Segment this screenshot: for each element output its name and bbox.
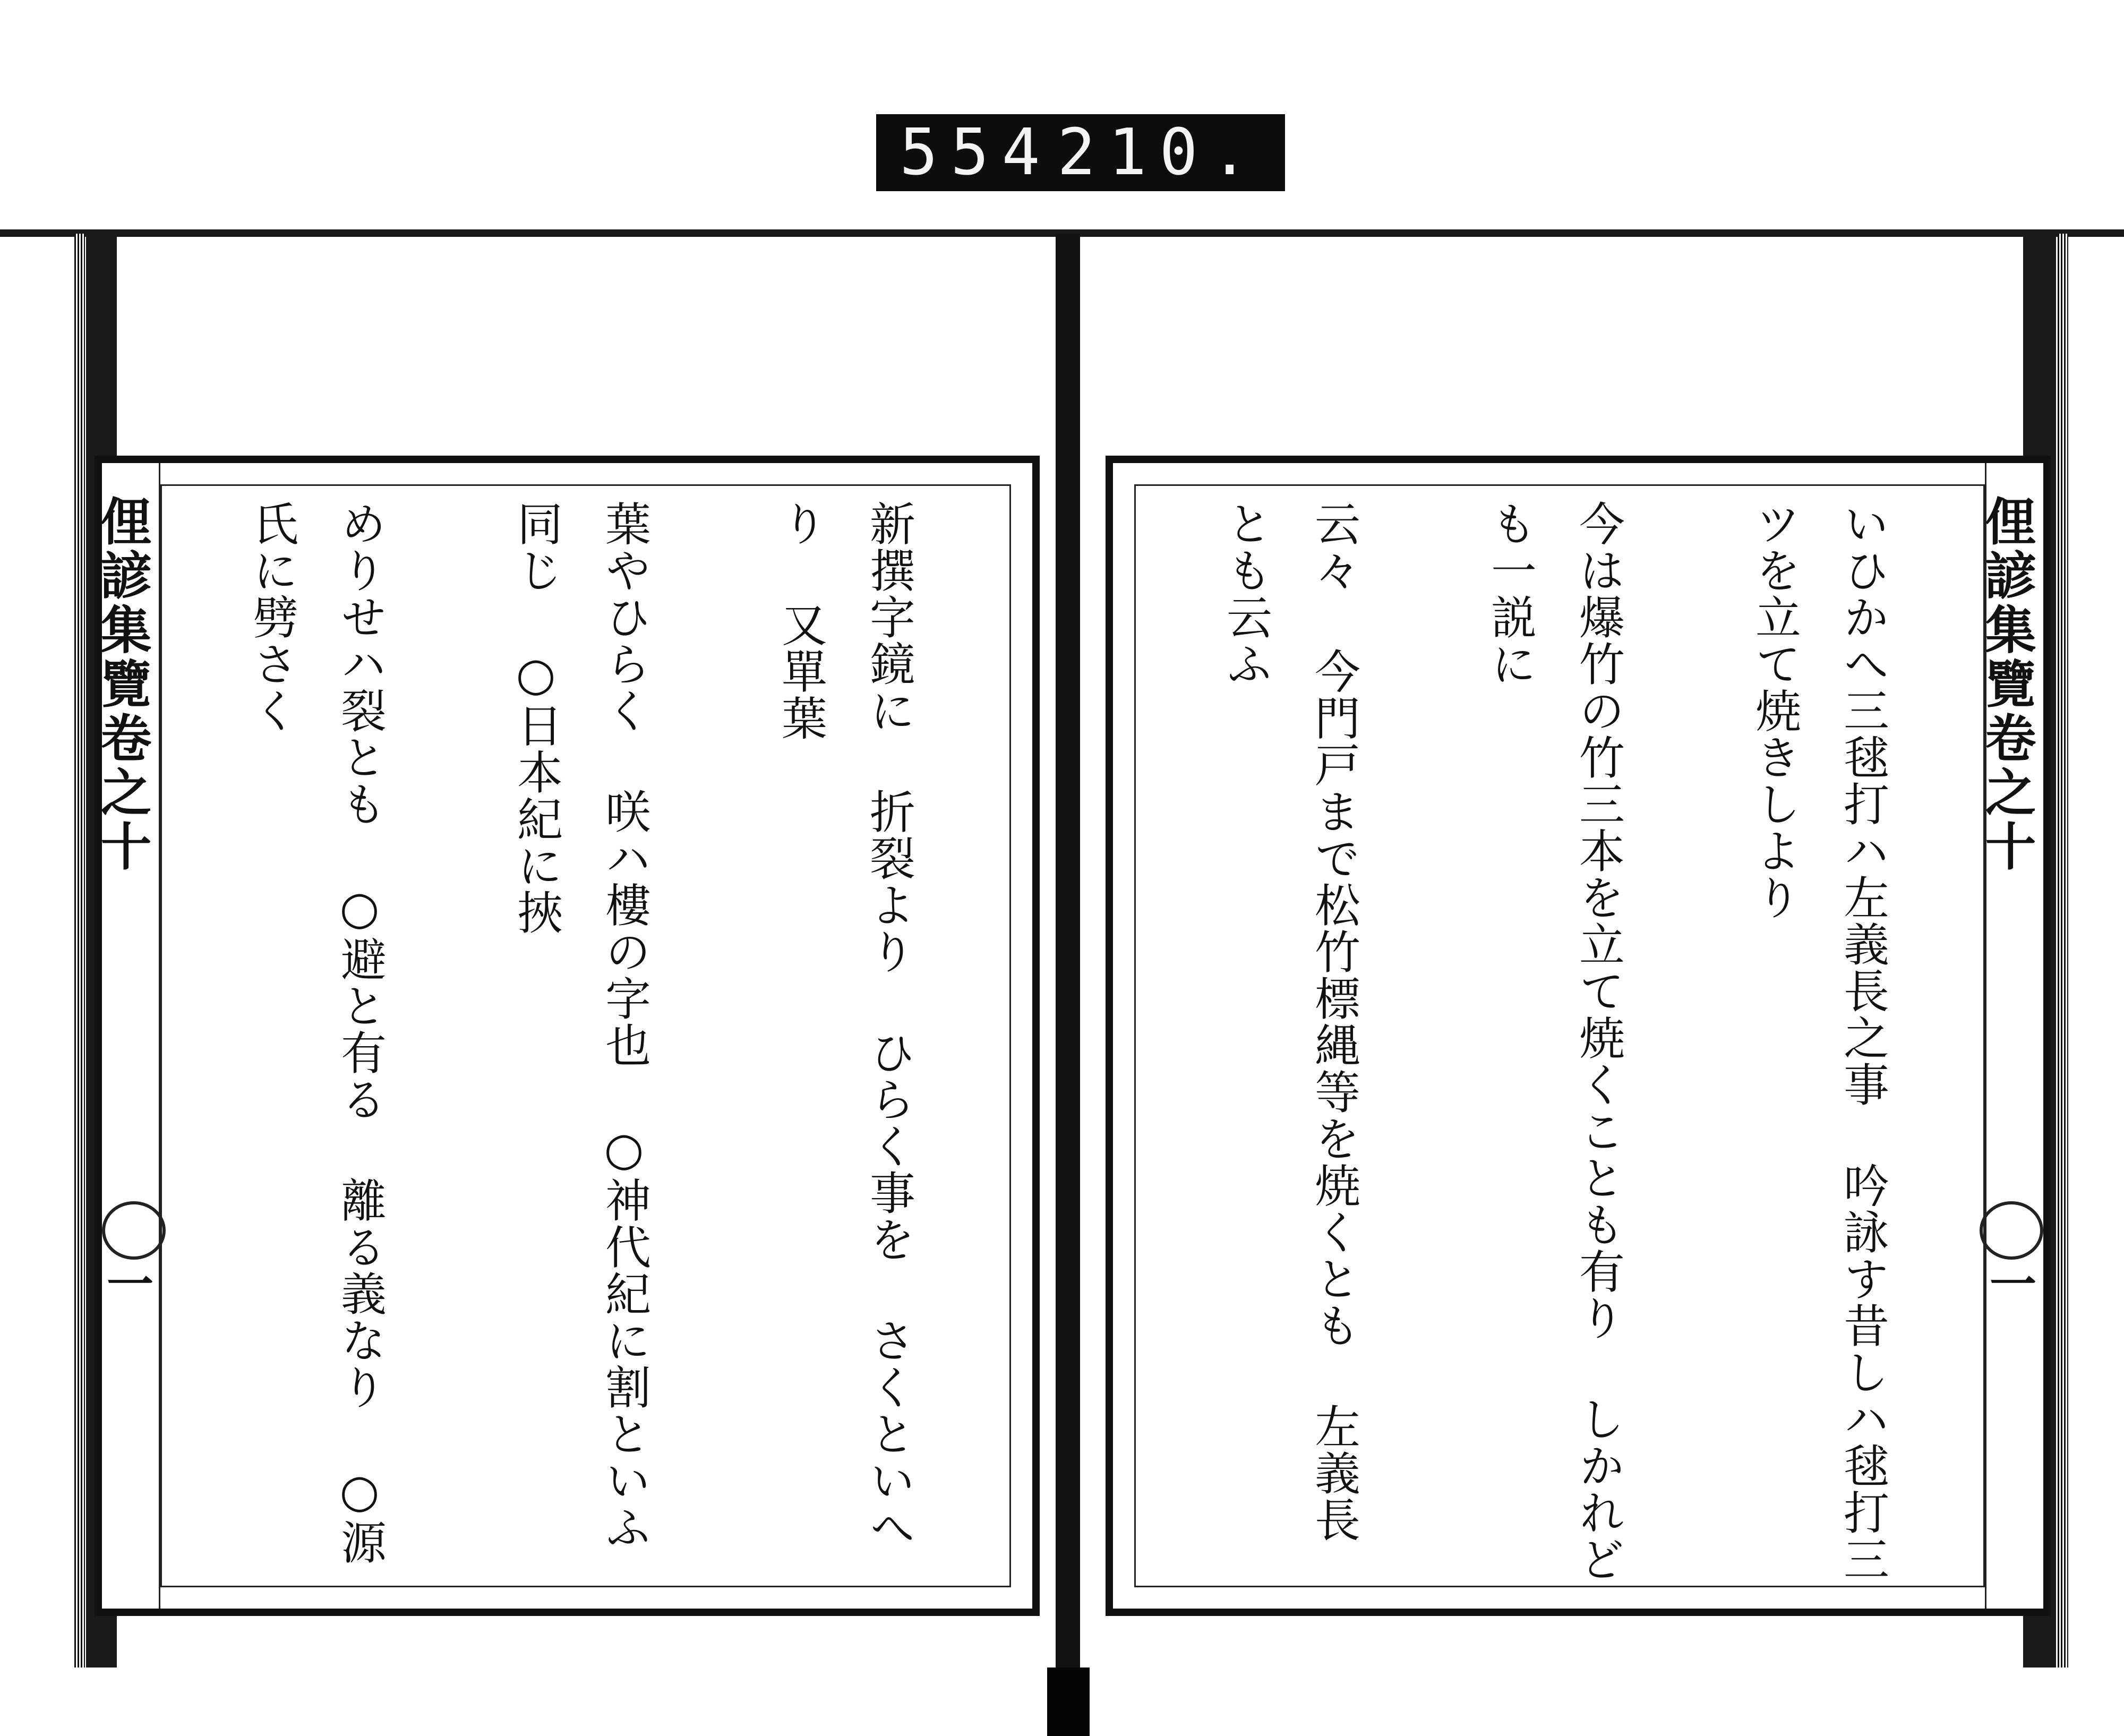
spine-foot — [1047, 1667, 1090, 1736]
text-line: 今は爆竹の竹三本を立て焼くことも有り しかれども一説に — [1483, 500, 1624, 1583]
text-line: 葉やひらく 咲ハ樓の字也 ○神代紀に割といふ 同じ ○日本紀に挾 — [509, 500, 650, 1551]
right-folio: 一 — [1982, 1260, 2037, 1306]
left-folio: 一 — [99, 1260, 155, 1306]
right-running-head-volume: 卷之十 — [1977, 712, 2037, 874]
right-running-head-title: 俚諺集覽 — [1977, 495, 2037, 712]
left-running-head-volume: 卷之十 — [92, 712, 152, 874]
left-page-text — [176, 500, 1021, 1584]
text-line: 新撰字鏡に 折裂より ひらく事を さくといへり 又單葉 — [774, 500, 915, 1551]
text-line: いひかへ三毬打ハ左義長之事 吟詠す昔しハ毬打三ツを立て焼きしより — [1748, 500, 1889, 1583]
left-running-head-title: 俚諺集覽 — [92, 495, 152, 712]
book-spine — [1056, 234, 1080, 1736]
left-page — [92, 456, 1040, 1616]
page-edges-right — [2058, 234, 2068, 1667]
left-running-head — [92, 463, 160, 1609]
catalog-number-left: 554 — [900, 116, 1053, 190]
text-line: 云々 今門戸まで松竹標縄等を焼くとも 左義長とも云ふ — [1219, 500, 1360, 1543]
right-page — [1106, 456, 2051, 1616]
left-fishtail-ornament — [102, 1201, 166, 1260]
right-page-text — [1150, 500, 1994, 1584]
catalog-label — [876, 114, 1285, 191]
catalog-number-right: 210. — [1057, 116, 1262, 190]
page-edges-left — [74, 234, 85, 1667]
text-line: めりせハ裂とも ○避と有る 離る義なり ○源氏に劈さく — [245, 500, 386, 1566]
